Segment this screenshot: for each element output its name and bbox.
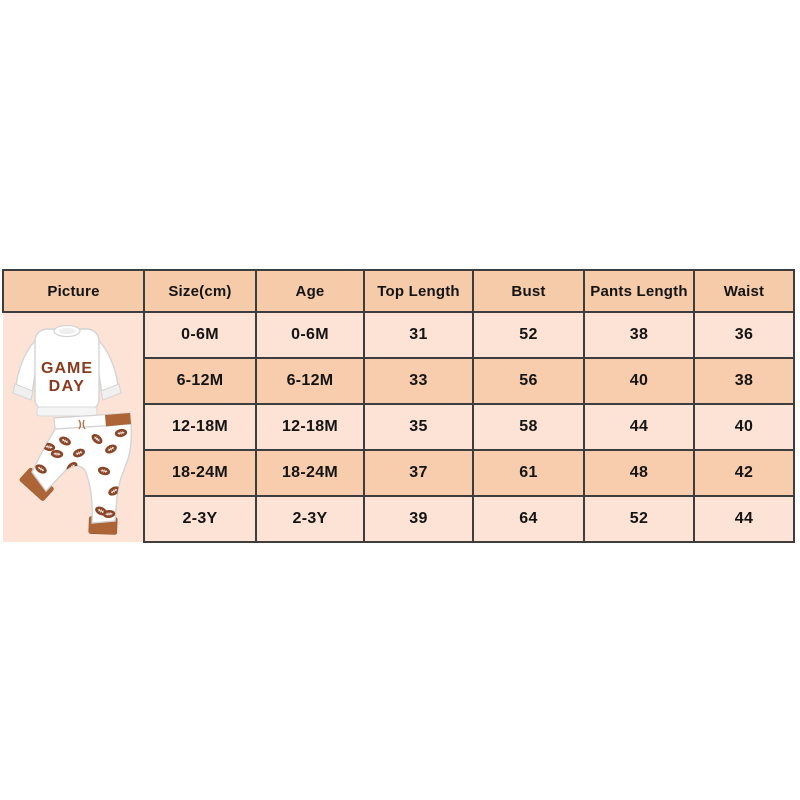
column-header-top-length: Top Length [364, 270, 473, 312]
product-image [9, 321, 137, 537]
size-cell: 2-3Y [144, 496, 256, 542]
column-header-age: Age [256, 270, 364, 312]
column-header-bust: Bust [473, 270, 584, 312]
top-length-cell: 39 [364, 496, 473, 542]
bust-cell: 61 [473, 450, 584, 496]
table-row [3, 312, 794, 358]
header-row [3, 270, 794, 312]
shirt-text-line1: GAME [41, 359, 93, 377]
size-cell: 12-18M [144, 404, 256, 450]
pants-length-cell: 44 [584, 404, 694, 450]
pants-length-cell: 52 [584, 496, 694, 542]
age-cell: 18-24M [256, 450, 364, 496]
age-cell: 0-6M [256, 312, 364, 358]
waist-cell: 42 [694, 450, 794, 496]
pants-length-cell: 48 [584, 450, 694, 496]
pants-length-cell: 38 [584, 312, 694, 358]
column-header-picture: Picture [3, 270, 144, 312]
waist-cell: 36 [694, 312, 794, 358]
age-cell: 2-3Y [256, 496, 364, 542]
size-cell: 18-24M [144, 450, 256, 496]
product-image-cell [3, 312, 144, 542]
waist-cell: 44 [694, 496, 794, 542]
pants-graphic [19, 413, 131, 534]
age-cell: 12-18M [256, 404, 364, 450]
size-chart-table [2, 269, 795, 543]
sweatshirt-graphic [13, 325, 121, 416]
pants-length-cell: 40 [584, 358, 694, 404]
top-length-cell: 37 [364, 450, 473, 496]
bust-cell: 64 [473, 496, 584, 542]
bust-cell: 52 [473, 312, 584, 358]
waist-cell: 38 [694, 358, 794, 404]
top-length-cell: 35 [364, 404, 473, 450]
size-cell: 6-12M [144, 358, 256, 404]
column-header-waist: Waist [694, 270, 794, 312]
bust-cell: 56 [473, 358, 584, 404]
column-header-pants-length: Pants Length [584, 270, 694, 312]
bust-cell: 58 [473, 404, 584, 450]
top-length-cell: 33 [364, 358, 473, 404]
shirt-text-line2: DAY [48, 377, 86, 395]
waist-cell: 40 [694, 404, 794, 450]
top-length-cell: 31 [364, 312, 473, 358]
size-cell: 0-6M [144, 312, 256, 358]
column-header-size: Size(cm) [144, 270, 256, 312]
age-cell: 6-12M [256, 358, 364, 404]
